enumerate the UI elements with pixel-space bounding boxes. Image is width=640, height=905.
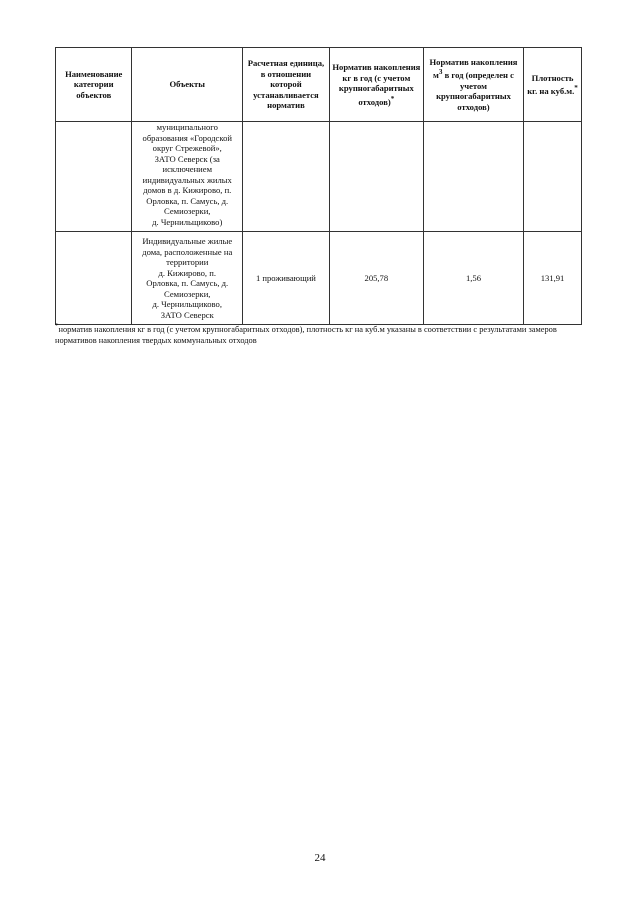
cell-unit: 1 проживающий <box>243 232 330 325</box>
cell-density: 131,91 <box>524 232 582 325</box>
header-objects: Объекты <box>132 48 243 122</box>
header-density-text: Плотность кг. на куб.м. <box>527 72 575 96</box>
header-unit: Расчетная единица, в отношении которой устанавливается норматив <box>243 48 330 122</box>
page-number: 24 <box>314 852 326 864</box>
header-norm-m3-suffix: в год (определен с учетом крупногабаритных отходов) <box>436 70 514 112</box>
header-norm-m3-sup: 3 <box>438 68 443 77</box>
header-norm-m3-prefix: Норматив накопления м <box>429 56 518 81</box>
header-density <box>524 48 582 122</box>
cell-norm-m3: 1,56 <box>423 232 523 325</box>
cell-objects: муниципального образования «Городской округ Стрежевой», ЗАТО Северск (за исключением индивидуальных жилых домов в д. Кижирово, п. Орловка, п. Самусь, д. Семиозерки, д. Чернильщиково) <box>132 122 243 232</box>
header-norm-m3 <box>423 48 523 122</box>
footnote-mark: * <box>55 322 59 330</box>
waste-norms-table <box>55 47 582 325</box>
cell-unit <box>243 122 330 232</box>
cell-norm-kg: 205,78 <box>329 232 423 325</box>
header-norm-kg <box>329 48 423 122</box>
cell-category <box>56 122 132 232</box>
header-norm-kg-mark: * <box>390 94 395 103</box>
footnote <box>55 321 585 346</box>
table-row <box>56 122 582 232</box>
cell-category <box>56 232 132 325</box>
header-density-mark: * <box>574 84 578 93</box>
cell-norm-kg <box>329 122 423 232</box>
cell-objects: Индивидуальные жилые дома, расположенные на территории д. Кижирово, п. Орловка, п. Самусь, д. Семиозерки, д. Чернильщиково, ЗАТО Северск <box>132 232 243 325</box>
header-norm-kg-text: Норматив накопления кг в год (с учетом крупногабаритных отходов) <box>332 62 421 107</box>
table-header-row <box>56 48 582 122</box>
cell-density <box>524 122 582 232</box>
table-row <box>56 232 582 325</box>
header-category: Наименование категории объектов <box>56 48 132 122</box>
footnote-text: норматив накопления кг в год (с учетом крупногабаритных отходов), плотность кг на куб.м указаны в соответствии с результатами замеров нормативов накопления твердых коммунальных отходов <box>55 324 557 345</box>
cell-norm-m3 <box>423 122 523 232</box>
